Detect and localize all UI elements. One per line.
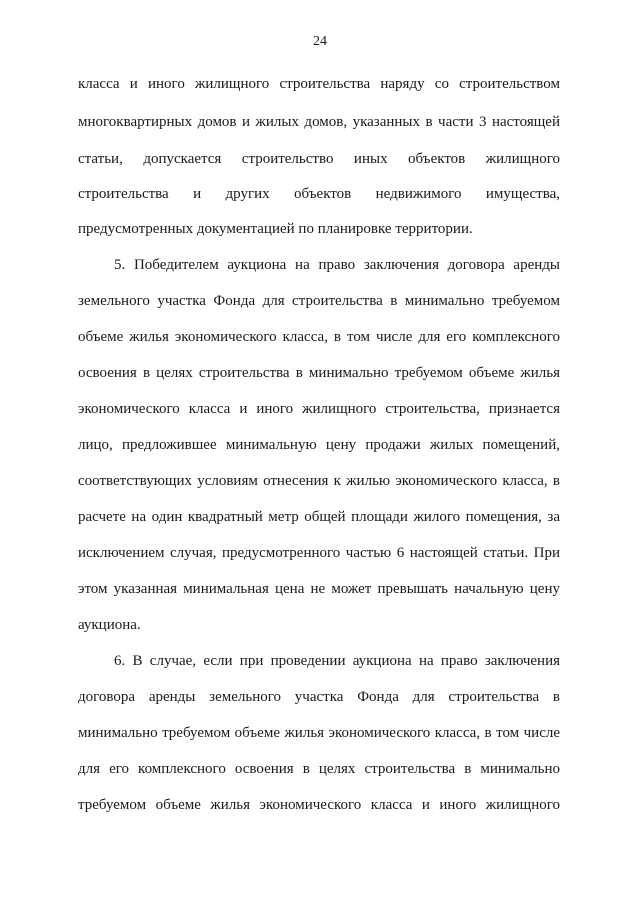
text-line: объеме жилья экономического класса, в том числе для его комплексного (78, 329, 560, 345)
text-line: требуемом объеме жилья экономического класса и иного жилищного (78, 797, 560, 813)
text-line: предусмотренных документацией по планировке территории. (78, 221, 473, 237)
text-line: минимально требуемом объеме жилья экономического класса, в том числе (78, 725, 560, 741)
text-line: освоения в целях строительства в минимально требуемом объеме жилья (78, 365, 560, 381)
paragraph-6-first-line: 6. В случае, если при проведении аукциона на право заключения (114, 653, 560, 669)
paragraph-5-first-line: 5. Победителем аукциона на право заключения договора аренды (114, 257, 560, 273)
text-line: этом указанная минимальная цена не может превышать начальную цену (78, 581, 560, 597)
text-line: лицо, предложившее минимальную цену продажи жилых помещений, (78, 437, 560, 453)
text-line: класса и иного жилищного строительства наряду со строительством (78, 76, 560, 92)
text-line: статьи, допускается строительство иных объектов жилищного (78, 151, 560, 167)
text-line: строительства и других объектов недвижимого имущества, (78, 186, 560, 202)
text-line: расчете на один квадратный метр общей площади жилого помещения, за (78, 509, 560, 525)
text-line: договора аренды земельного участка Фонда для строительства в (78, 689, 560, 705)
text-line: аукциона. (78, 617, 141, 633)
text-line: земельного участка Фонда для строительства в минимально требуемом (78, 293, 560, 309)
text-line: для его комплексного освоения в целях строительства в минимально (78, 761, 560, 777)
text-line: экономического класса и иного жилищного строительства, признается (78, 401, 560, 417)
page-number: 24 (313, 34, 327, 49)
text-line: соответствующих условиям отнесения к жилью экономического класса, в (78, 473, 560, 489)
text-line: многоквартирных домов и жилых домов, указанных в части 3 настоящей (78, 114, 560, 130)
text-line: исключением случая, предусмотренного частью 6 настоящей статьи. При (78, 545, 560, 561)
